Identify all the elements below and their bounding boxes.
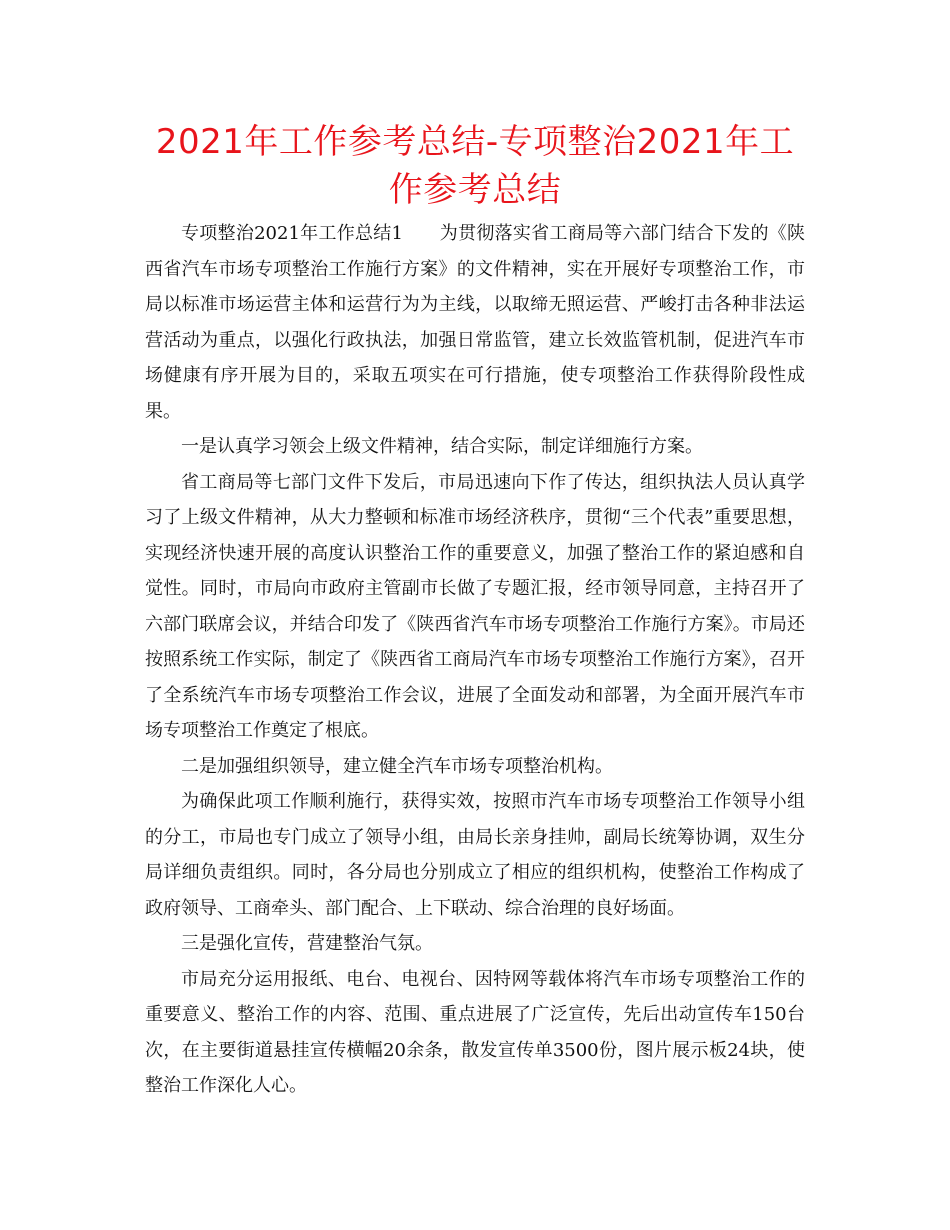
paragraph-4: 二是加强组织领导，建立健全汽车市场专项整治机构。: [181, 755, 613, 777]
document-body: [145, 216, 805, 1104]
paragraph-7: 市局充分运用报纸、电台、电视台、因特网等载体将汽车市场专项整治工作的重要意义、整治工作的内容、范围、重点进展了广泛宣传，先后出动宣传车150台次，在主要街道悬挂宣传横幅20余条，散发宣传单3500份，图片展示板24块，使整治工作深化人心。: [145, 968, 805, 1096]
paragraph-6: 三是强化宣传，营建整治气氛。: [181, 933, 433, 954]
document-page: [145, 118, 805, 1104]
paragraph-2: 一是认真学习领会上级文件精神，结合实际，制定详细施行方案。: [181, 436, 703, 457]
paragraph-5: 为确保此项工作顺利施行，获得实效，按照市汽车市场专项整治工作领导小组的分工，市局也专门成立了领导小组，由局长亲身挂帅，副局长统筹协调，双生分局详细负责组织。同时，各分局也分别成立了相应的组织机构，使整治工作构成了政府领导、工商牵头、部门配合、上下联动、综合治理的良好场面。: [145, 791, 805, 919]
paragraph-1: 专项整治2021年工作总结1 为贯彻落实省工商局等六部门结合下发的《陕西省汽车市场专项整治工作施行方案》的文件精神，实在开展好专项整治工作，市局以标准市场运营主体和运营行为为主线，以取缔无照运营、严峻打击各种非法运营活动为重点，以强化行政执法，加强日常监管，建立长效监管机制，促进汽车市场健康有序开展为目的，采取五项实在可行措施，使专项整治工作获得阶段性成果。: [145, 223, 805, 422]
paragraph-3: 省工商局等七部门文件下发后，市局迅速向下作了传达，组织执法人员认真学习了上级文件精神，从大力整顿和标准市场经济秩序，贯彻“三个代表”重要思想，实现经济快速开展的高度认识整治工作的重要意义，加强了整治工作的紧迫感和自觉性。同时，市局向市政府主管副市长做了专题汇报，经市领导同意，主持召开了六部门联席会议，并结合印发了《陕西省汽车市场专项整治工作施行方案》。市局还按照系统工作实际，制定了《陕西省工商局汽车市场专项整治工作施行方案》，召开了全系统汽车市场专项整治工作会议，进展了全面发动和部署，为全面开展汽车市场专项整治工作奠定了根底。: [145, 471, 805, 741]
document-title: 2021年工作参考总结-专项整治2021年工作参考总结: [155, 122, 795, 210]
